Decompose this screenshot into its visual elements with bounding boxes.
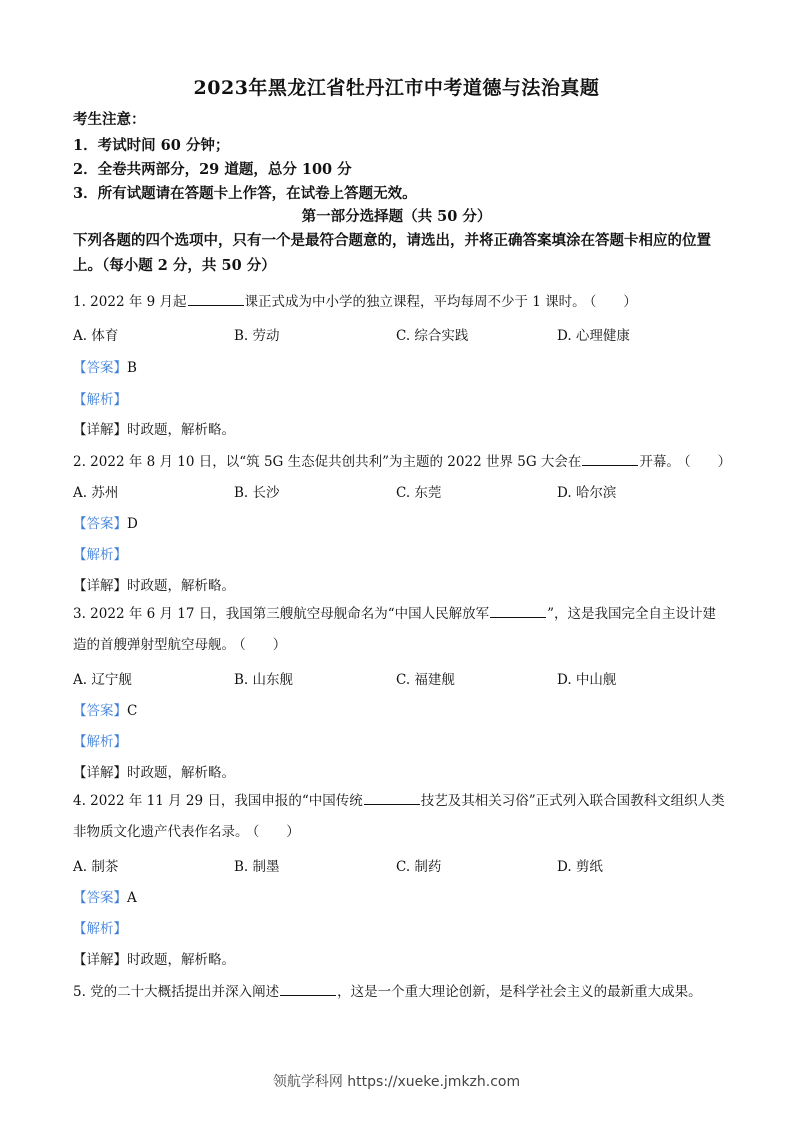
option-d: D. 中山舰 [557, 672, 617, 688]
option-c: C. 制药 [396, 859, 442, 875]
detail-text: 时政题，解析略。 [127, 578, 235, 594]
analysis-tag: 【解析】 [73, 392, 127, 408]
page-footer: 领航学科网 https://xueke.jmkzh.com [272, 1074, 521, 1090]
page-title: 2023年黑龙江省牡丹江市中考道德与法治真题 [193, 77, 600, 99]
option-d: D. 心理健康 [557, 328, 630, 344]
answer-tag: 【答案】C [73, 703, 138, 719]
answer-tag: 【答案】B [73, 360, 137, 376]
option-a: A. 苏州 [73, 485, 119, 501]
notice-heading: 考生注意： [73, 111, 146, 128]
answer-paren: （ ） [683, 454, 732, 470]
stem-text: 课正式成为中小学的独立课程，平均每周不少于 1 课时。 [244, 294, 586, 310]
option-a: A. 辽宁舰 [73, 672, 132, 688]
detail-label: 详解 [86, 578, 114, 594]
question-stem [73, 599, 725, 661]
notice-item: 2．全卷共两部分，29 道题，总分 100 分 [73, 161, 352, 178]
answer-value: A [127, 890, 137, 906]
option-c: C. 综合实践 [396, 328, 469, 344]
detail-label: 详解 [86, 422, 114, 438]
stem-text: 5. 党的二十大概括提出并深入阐述 [73, 984, 280, 1000]
option-c: C. 福建舰 [396, 672, 455, 688]
answer-value: B [127, 360, 137, 376]
analysis-label: 解析 [86, 547, 114, 563]
option-b: B. 制墨 [234, 859, 280, 875]
stem-text: 4. 2022 年 11 月 29 日，我国申报的“中国传统 [73, 793, 363, 809]
stem-text: 2. 2022 年 8 月 10 日，以“筑 5G 生态促共创共利”为主题的 2022 世界 5G 大会在 [73, 454, 582, 470]
answer-blank [188, 293, 244, 306]
analysis-tag: 【解析】 [73, 547, 127, 563]
stem-text: 技艺及其相关习俗”正式列入联合国教科文组织人类非物质文化遗产代表作名录。 [73, 793, 725, 840]
answer-blank [490, 605, 546, 618]
stem-text: ”，这是我国完全自主设计建造的首艘弹射型航空母舰。 [73, 606, 717, 653]
option-b: B. 劳动 [234, 328, 280, 344]
answer-value: D [127, 516, 138, 532]
answer-paren: （ ） [252, 824, 300, 840]
answer-paren: （ ） [239, 637, 287, 653]
analysis-label: 解析 [86, 921, 114, 937]
answer-blank [582, 453, 638, 466]
stem-text: 3. 2022 年 6 月 17 日，我国第三艘航空母舰命名为“中国人民解放军 [73, 606, 490, 622]
option-a: A. 制茶 [73, 859, 119, 875]
detail-tag: 【详解】时政题，解析略。 [73, 578, 235, 594]
question-stem [73, 786, 725, 848]
analysis-tag: 【解析】 [73, 734, 127, 750]
question-stem [73, 980, 702, 1000]
answer-blank [280, 983, 336, 996]
option-d: D. 哈尔滨 [557, 485, 617, 501]
detail-text: 时政题，解析略。 [127, 952, 235, 968]
detail-tag: 【详解】时政题，解析略。 [73, 952, 235, 968]
question-stem [73, 290, 637, 310]
option-d: D. 剪纸 [557, 859, 603, 875]
detail-tag: 【详解】时政题，解析略。 [73, 422, 235, 438]
answer-label: 答案 [86, 890, 114, 906]
analysis-label: 解析 [86, 392, 114, 408]
stem-text: ，这是一个重大理论创新，是科学社会主义的最新重大成果。 [337, 984, 702, 1000]
answer-tag: 【答案】A [73, 890, 137, 906]
option-b: B. 山东舰 [234, 672, 294, 688]
analysis-tag: 【解析】 [73, 921, 127, 937]
detail-tag: 【详解】时政题，解析略。 [73, 765, 235, 781]
question-stem [73, 450, 731, 470]
detail-text: 时政题，解析略。 [127, 422, 235, 438]
answer-label: 答案 [86, 703, 114, 719]
stem-text: 1. 2022 年 9 月起 [73, 294, 187, 310]
section-instructions: 下列各题的四个选项中，只有一个是最符合题意的，请选出，并将正确答案填涂在答题卡相应的位置上。（每小题 2 分，共 50 分） [73, 232, 711, 274]
answer-value: C [127, 703, 138, 719]
stem-text: 开幕。 [639, 454, 680, 470]
option-b: B. 长沙 [234, 485, 280, 501]
detail-text: 时政题，解析略。 [127, 765, 235, 781]
analysis-label: 解析 [86, 734, 114, 750]
detail-label: 详解 [86, 952, 114, 968]
answer-paren: （ ） [589, 294, 637, 310]
notice-item: 1．考试时间 60 分钟； [73, 137, 230, 154]
answer-tag: 【答案】D [73, 516, 138, 532]
detail-label: 详解 [86, 765, 114, 781]
answer-label: 答案 [86, 516, 114, 532]
notice-item: 3．所有试题请在答题卡上作答，在试卷上答题无效。 [73, 185, 417, 202]
answer-label: 答案 [86, 360, 114, 376]
section-title: 第一部分选择题（共 50 分） [301, 208, 492, 225]
option-a: A. 体育 [73, 328, 119, 344]
option-c: C. 东莞 [396, 485, 442, 501]
answer-blank [364, 792, 420, 805]
